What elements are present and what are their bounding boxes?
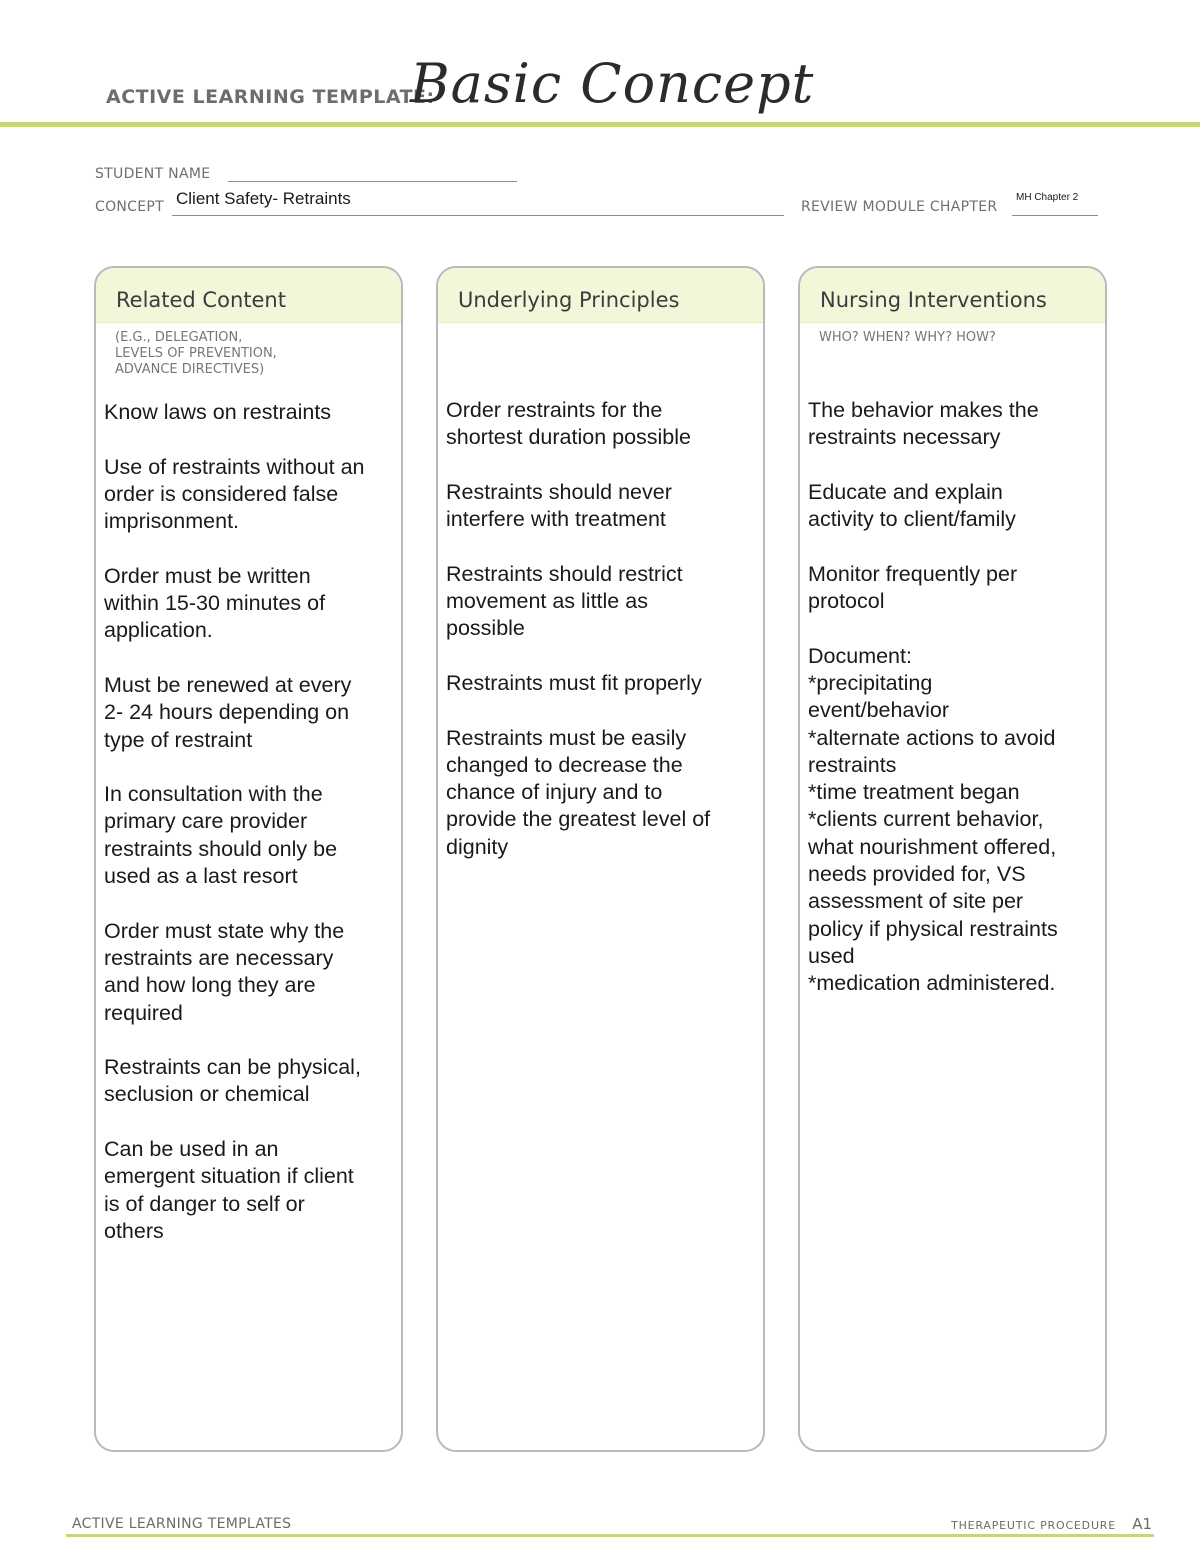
nursing-interventions-title: Nursing Interventions bbox=[820, 288, 1047, 312]
principles-paragraph: Restraints must fit properly bbox=[446, 670, 702, 695]
footer-right-label: THERAPEUTIC PROCEDURE bbox=[951, 1519, 1116, 1532]
related-paragraph: Can be used in an emergent situation if client is of danger to self or others bbox=[104, 1137, 354, 1243]
underlying-principles-title: Underlying Principles bbox=[458, 288, 680, 312]
principles-paragraph: Restraints must be easily changed to decrease the chance of injury and to provide the greatest level of dignity bbox=[446, 725, 711, 859]
footer-rule bbox=[66, 1534, 1154, 1537]
footer-left-label: ACTIVE LEARNING TEMPLATES bbox=[72, 1516, 292, 1532]
related-paragraph: Know laws on restraints bbox=[104, 400, 332, 424]
related-paragraph: Restraints can be physical, seclusion or chemical bbox=[104, 1055, 361, 1107]
footer-page-code: A1 bbox=[1132, 1515, 1152, 1533]
concept-label: CONCEPT bbox=[95, 199, 164, 215]
related-paragraph: Must be renewed at every 2- 24 hours depending on type of restraint bbox=[104, 672, 352, 752]
underlying-principles-header bbox=[438, 268, 763, 323]
related-content-body[interactable] bbox=[104, 399, 395, 1273]
interventions-paragraph: The behavior makes the restraints necessary bbox=[808, 398, 1039, 450]
principles-paragraph: Restraints should never interfere with treatment bbox=[446, 479, 672, 532]
related-content-subtitle: (E.G., DELEGATION, LEVELS OF PREVENTION, ADVANCE DIRECTIVES) bbox=[115, 330, 277, 377]
related-paragraph: In consultation with the primary care provider restraints should only be used as a last resort bbox=[104, 782, 338, 889]
underlying-principles-body[interactable] bbox=[446, 397, 757, 888]
principles-paragraph: Restraints should restrict movement as little as possible bbox=[446, 561, 683, 641]
nursing-interventions-header bbox=[800, 268, 1105, 323]
concept-value: Client Safety- Retraints bbox=[176, 189, 351, 208]
review-module-label: REVIEW MODULE CHAPTER bbox=[801, 199, 998, 215]
principles-paragraph: Order restraints for the shortest duration possible bbox=[446, 398, 692, 450]
page-title: Basic Concept bbox=[410, 52, 815, 115]
header-rule bbox=[0, 122, 1200, 127]
related-content-panel bbox=[94, 266, 403, 1452]
nursing-interventions-subtitle: WHO? WHEN? WHY? HOW? bbox=[819, 330, 996, 345]
template-label: ACTIVE LEARNING TEMPLATE: bbox=[106, 86, 435, 108]
related-content-title: Related Content bbox=[116, 288, 286, 312]
related-content-header bbox=[96, 268, 401, 323]
nursing-interventions-panel bbox=[798, 266, 1107, 1452]
interventions-paragraph: Educate and explain activity to client/family bbox=[808, 479, 1016, 532]
review-module-field[interactable] bbox=[1012, 192, 1098, 216]
related-paragraph: Order must be written within 15-30 minutes of application. bbox=[104, 563, 326, 643]
interventions-paragraph: Monitor frequently per protocol bbox=[808, 561, 1018, 614]
underlying-principles-panel bbox=[436, 266, 765, 1452]
review-module-value: MH Chapter 2 bbox=[1016, 192, 1079, 203]
interventions-paragraph: Document: *precipitating event/behavior *alternate actions to avoid restraints *time treatment began *clients current behavior, what nourishment offered, needs provided for, VS assessment of site per policy if physical restraints used *medication administered. bbox=[808, 643, 1058, 996]
student-name-label: STUDENT NAME bbox=[95, 166, 211, 182]
student-name-field[interactable] bbox=[228, 181, 517, 182]
nursing-interventions-body[interactable] bbox=[808, 397, 1099, 1025]
related-paragraph: Order must state why the restraints are necessary and how long they are required bbox=[104, 918, 345, 1025]
concept-field[interactable] bbox=[172, 189, 784, 216]
related-paragraph: Use of restraints without an order is considered false imprisonment. bbox=[104, 454, 365, 534]
